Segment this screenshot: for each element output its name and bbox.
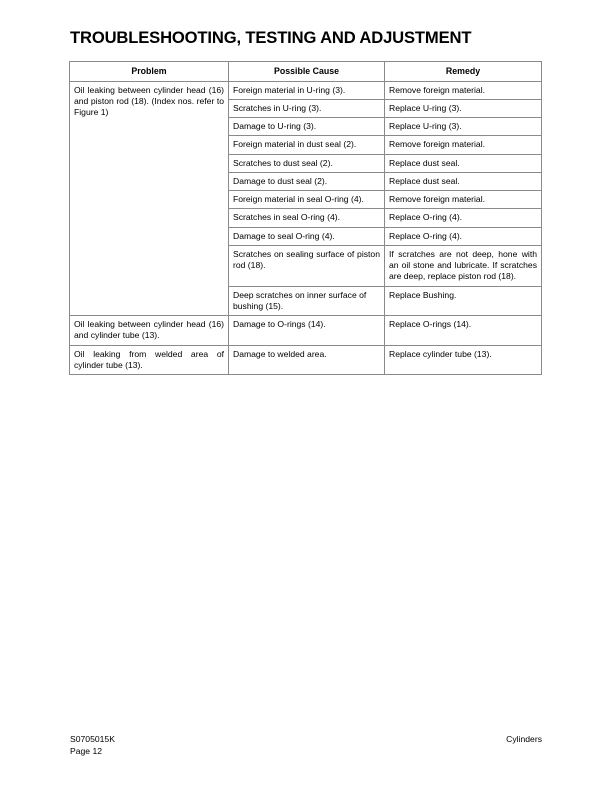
cause-cell: Foreign material in seal O-ring (4). (229, 191, 385, 209)
troubleshooting-table (69, 61, 542, 375)
page-title: TROUBLESHOOTING, TESTING AND ADJUSTMENT (70, 28, 472, 47)
remedy-cell: Replace dust seal. (385, 172, 542, 190)
table-row (70, 345, 542, 375)
remedy-cell: Replace U-ring (3). (385, 99, 542, 117)
problem-cell: Oil leaking between cylinder head (16) and cylinder tube (13). (70, 316, 229, 346)
remedy-cell: Replace U-ring (3). (385, 118, 542, 136)
remedy-cell: Replace O-ring (4). (385, 227, 542, 245)
footer-left-block (70, 733, 115, 758)
problem-cell: Oil leaking between cylinder head (16) and piston rod (18). (Index nos. refer to Figure 1) (70, 81, 229, 316)
cause-cell: Deep scratches on inner surface of bushing (15). (229, 286, 385, 316)
cause-cell: Damage to O-rings (14). (229, 316, 385, 346)
column-header-problem: Problem (70, 62, 229, 82)
troubleshooting-table-container (69, 61, 541, 375)
cause-cell: Scratches in seal O-ring (4). (229, 209, 385, 227)
remedy-cell: Replace O-rings (14). (385, 316, 542, 346)
table-row (70, 81, 542, 99)
remedy-cell: Remove foreign material. (385, 81, 542, 99)
footer-section-label: Cylinders (506, 734, 542, 744)
remedy-cell: Remove foreign material. (385, 191, 542, 209)
table-header (70, 62, 542, 82)
cause-cell: Damage to dust seal (2). (229, 172, 385, 190)
table-body (70, 81, 542, 375)
table-row (70, 316, 542, 346)
cause-cell: Scratches in U-ring (3). (229, 99, 385, 117)
page-number: Page 12 (70, 746, 103, 757)
remedy-cell: If scratches are not deep, hone with an oil stone and lubricate. If scratches are deep, replace piston rod (18). (385, 245, 542, 286)
remedy-cell: Replace Bushing. (385, 286, 542, 316)
column-header-possible-cause: Possible Cause (229, 62, 385, 82)
cause-cell: Damage to seal O-ring (4). (229, 227, 385, 245)
column-header-remedy: Remedy (385, 62, 542, 82)
remedy-cell: Remove foreign material. (385, 136, 542, 154)
problem-cell: Oil leaking from welded area of cylinder tube (13). (70, 345, 229, 375)
table-header-row (70, 62, 542, 82)
cause-cell: Damage to U-ring (3). (229, 118, 385, 136)
remedy-cell: Replace dust seal. (385, 154, 542, 172)
cause-cell: Foreign material in dust seal (2). (229, 136, 385, 154)
document-number: S0705015K (70, 734, 115, 744)
cause-cell: Scratches on sealing surface of piston rod (18). (229, 245, 385, 286)
remedy-cell: Replace O-ring (4). (385, 209, 542, 227)
remedy-cell: Replace cylinder tube (13). (385, 345, 542, 375)
cause-cell: Foreign material in U-ring (3). (229, 81, 385, 99)
cause-cell: Damage to welded area. (229, 345, 385, 375)
cause-cell: Scratches to dust seal (2). (229, 154, 385, 172)
